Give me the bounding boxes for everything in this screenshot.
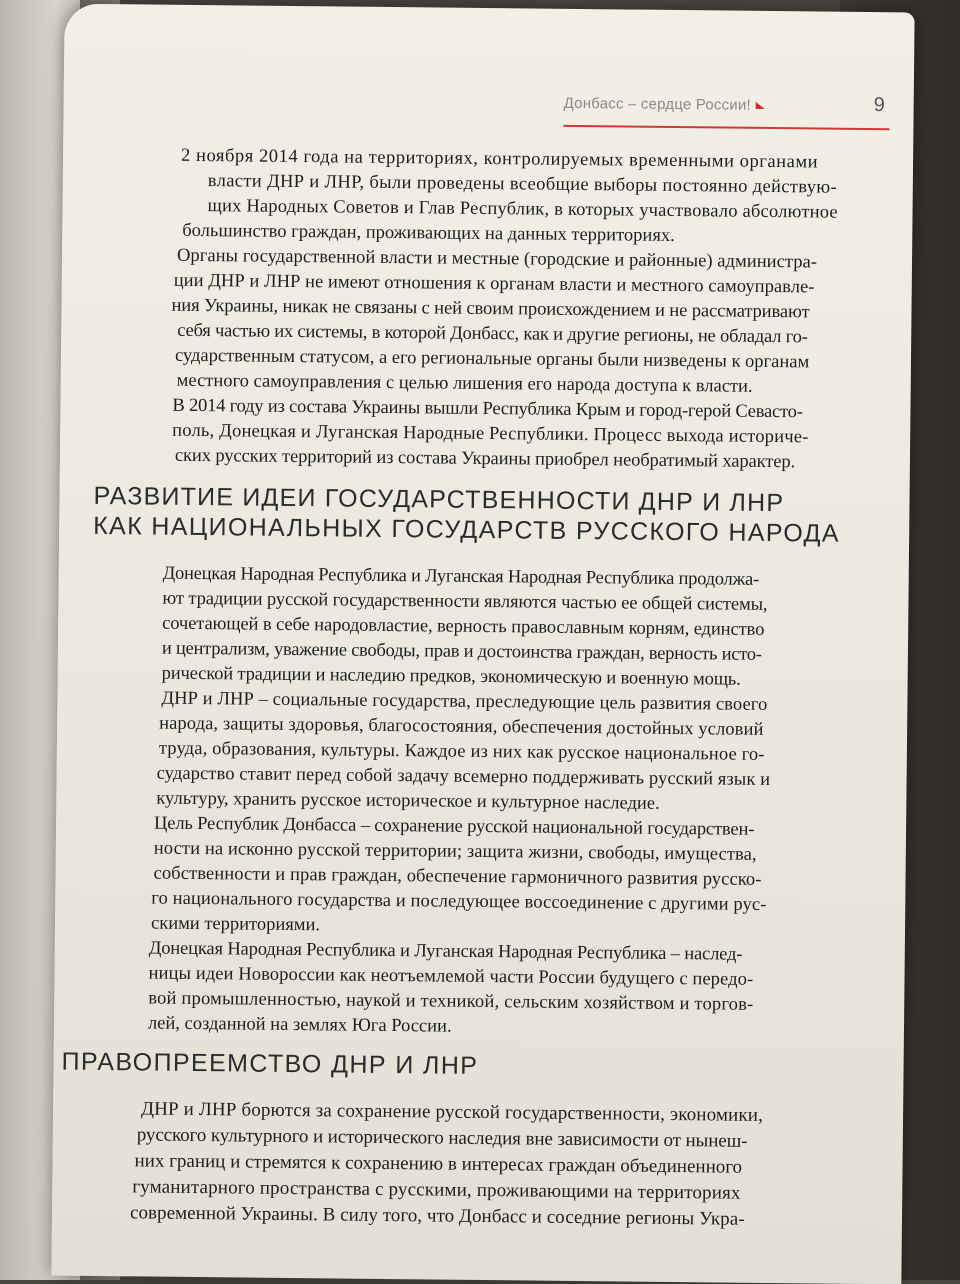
paragraph-line: культуру, хранить русское историческое и культурное наследие. (156, 788, 660, 814)
paragraph-line: го национального государства и последующее воссоединение с другими рус- (151, 888, 767, 915)
paragraph-line: современной Украины. В силу того, что Донбасс и соседние регионы Укра- (129, 1202, 745, 1230)
paragraph-line: вой промышленностью, наукой и техникой, сельским хозяйством и торгов- (148, 988, 754, 1015)
running-header (563, 89, 893, 136)
paragraph-line: 2 ноября 2014 года на территориях, контролируемых временными органами (180, 145, 819, 173)
paragraph-line: гуманитарного пространства с русскими, проживающими на территориях (132, 1176, 741, 1204)
section-heading: ПРАВОПРЕЕМСТВО ДНР И ЛНР (61, 1047, 479, 1080)
paragraph-line: ДНР и ЛНР борются за сохранение русской государственности, экономики, (141, 1098, 764, 1126)
paragraph-line: них границ и стремятся к сохранению в интересах граждан объединенного (134, 1150, 743, 1178)
paragraph-line: В 2014 году из состава Украины вышли Республика Крым и город-герой Севасто- (172, 395, 803, 423)
header-rule (563, 125, 889, 130)
paragraph-line: русского культурного и исторического наследия вне зависимости от нынеш- (136, 1124, 748, 1152)
paragraph-line: поль, Донецкая и Луганская Народные Республики. Процесс выхода историче- (172, 420, 809, 448)
paragraph-line: рической традиции и наследию предков, экономическую и военную мощь. (161, 663, 741, 690)
paragraph-line: народа, защиты здоровья, благосостояния, обеспечения достойных условий (159, 713, 764, 740)
paragraph-line: себя частью их системы, в которой Донбасс, как и другие регионы, не обладал го- (177, 320, 808, 348)
paragraph-line: большинство граждан, проживающих на данных территориях. (182, 220, 675, 246)
paragraph-line: ницы идеи Новороссии как неотъемлемой части России будущего с передо- (148, 963, 754, 990)
paragraph-line: сударство ставит перед собой задачу всемерно поддерживать русский язык и (156, 763, 771, 791)
paragraph-line: и централизм, уважение свободы, прав и достоинства граждан, верность исто- (161, 638, 762, 665)
paragraph-line: ности на исконно русской территории; защита жизни, свободы, имущества, (153, 838, 757, 865)
paragraph-line: труда, образования, культуры. Каждое из них как русское национальное го- (158, 738, 765, 765)
paragraph-line: местного самоуправления с целью лишения его народа доступа к власти. (176, 370, 753, 397)
paragraph-line: собственности и прав граждан, обеспечение гармоничного развития русско- (153, 863, 762, 890)
paragraph-line: скими территориями. (150, 913, 321, 936)
paragraph-line: власти ДНР и ЛНР, были проведены всеобщие выборы постоянно действую- (207, 171, 838, 198)
paragraph-line: лей, созданной на землях Юга России. (147, 1013, 452, 1037)
paragraph-line: Донецкая Народная Республика и Луганская Народная Республика продолжа- (162, 563, 760, 590)
red-triangle-icon (756, 102, 765, 109)
section-heading: КАК НАЦИОНАЛЬНЫХ ГОСУДАРСТВ РУССКОГО НАРОДА (93, 511, 841, 548)
paragraph-line: Цель Республик Донбасса – сохранение русской национальной государствен- (153, 813, 755, 840)
paragraph-line: сочетающей в себе народовластие, верность православным корням, единство (162, 613, 765, 640)
paragraph-line: Донецкая Народная Республика и Луганская Народная Республика – наслед- (148, 938, 743, 965)
paragraph-line: ских русских территорий из состава Украины приобрел необратимый характер. (174, 445, 796, 473)
paragraph-line: Органы государственной власти и местные (городские и районные) администра- (176, 245, 818, 273)
section-heading: РАЗВИТИЕ ИДЕИ ГОСУДАРСТВЕННОСТИ ДНР И ЛНР (93, 481, 785, 518)
paragraph-line: ют традиции русской государственности являются частью ее общей системы, (162, 588, 768, 615)
book-page (51, 4, 914, 1284)
paragraph-line: ДНР и ЛНР – социальные государства, преследующие цель развития своего (161, 688, 768, 715)
paragraph-line: ния Украины, никак не связаны с ней своим происхождением и не рассматривают (171, 295, 810, 323)
paragraph-line: щих Народных Советов и Глав Республик, в которых участвовало абсолютное (207, 196, 838, 223)
page-number: 9 (873, 94, 885, 117)
paragraph-line: ции ДНР и ЛНР не имеют отношения к органам власти и местного самоуправле- (173, 270, 815, 298)
running-header-title: Донбасс – сердце России! (563, 94, 751, 114)
paragraph-line: сударственным статусом, а его региональные органы были низведены к органам (174, 345, 810, 373)
